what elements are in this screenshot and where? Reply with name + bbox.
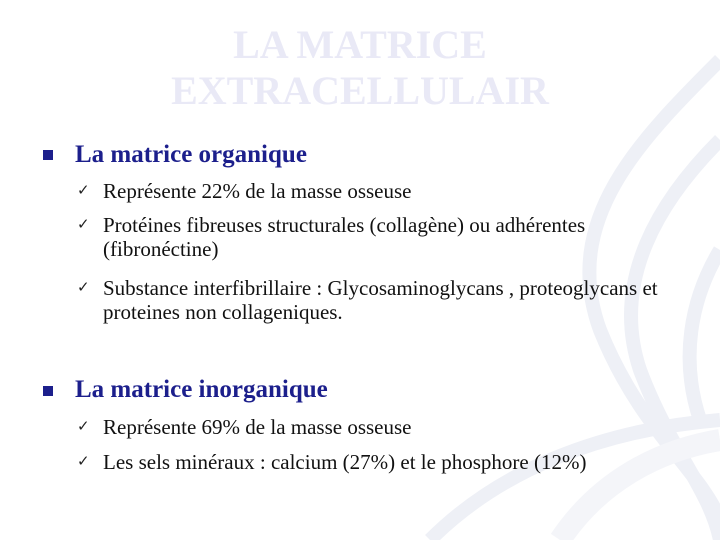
checkmark-icon: ✓ (77, 417, 90, 435)
checkmark-icon: ✓ (77, 278, 90, 296)
section-heading: La matrice organique (75, 141, 307, 168)
list-item-text: Représente 22% de la masse osseuse (103, 179, 412, 203)
slide-title-line-2: EXTRACELLULAIR (171, 68, 549, 113)
list-item-text: Substance interfibrillaire : Glycosaminoglycans , proteoglycans et proteines non collageniques. (103, 276, 658, 324)
list-item-text: Représente 69% de la masse osseuse (103, 415, 412, 439)
checkmark-icon: ✓ (77, 452, 90, 470)
square-bullet-icon (43, 150, 53, 160)
square-bullet-icon (43, 386, 53, 396)
list-item-text: Protéines fibreuses structurales (collagène) ou adhérentes (fibronéctine) (103, 213, 586, 261)
slide-title-line-1: LA MATRICE (233, 22, 487, 67)
list-item-text: Les sels minéraux : calcium (27%) et le phosphore (12%) (103, 450, 587, 474)
slide-title (0, 22, 720, 114)
checkmark-icon: ✓ (77, 181, 90, 199)
checkmark-icon: ✓ (77, 215, 90, 233)
section-heading: La matrice inorganique (75, 376, 328, 403)
